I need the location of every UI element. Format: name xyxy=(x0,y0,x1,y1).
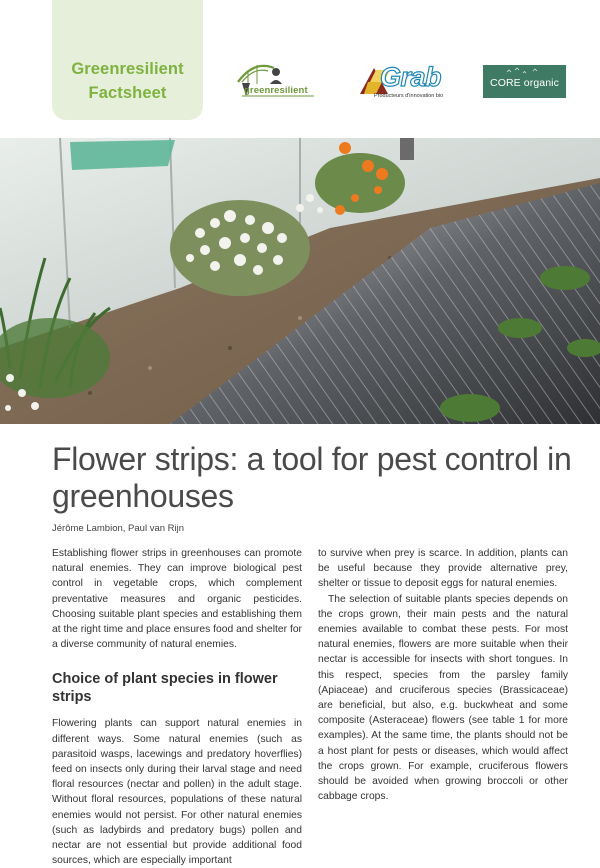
greenresilient-logo xyxy=(232,58,322,100)
grab-logo-subtitle: Producteurs d'innovation bio xyxy=(374,93,444,99)
birds-icon xyxy=(483,65,566,77)
right-column xyxy=(318,546,568,804)
greenhouse-flower-strip-photo-icon xyxy=(0,138,600,424)
article-title: Flower strips: a tool for pest control in greenhouses xyxy=(52,441,572,514)
factsheet-tag xyxy=(52,0,203,120)
core-organic-logo-text: CORE organic xyxy=(490,77,559,89)
left-column xyxy=(52,546,302,868)
grab-logo-word: Grab xyxy=(380,62,442,92)
tag-line-1: Greenresilient xyxy=(71,60,184,78)
intro-paragraph: Establishing flower strips in greenhouses can promote natural enemies. They can improve biological pest control in vegetable crops, which complement preventative measures and organic pesticides. Choosing suitable plant species and establishing them at the right time and place ensures food and shelter for a diverse community of natural enemies. xyxy=(52,548,302,651)
section-heading: Choice of plant species in flower strips xyxy=(52,671,278,706)
hero-photo xyxy=(0,138,600,424)
greenresilient-logo-text: greenresilient xyxy=(244,85,308,96)
section-paragraph-2: The selection of suitable plants species depends on the crops grown, their main pests and the natural enemies available to combat these pests. For most natural enemies, flowers are more suitable when their nectar is accessible for insects with short tongues. In this respect, species from the parsley family (Apiaceae) and cruciferous species (Brassicaceae) are beneficial, but also, e.g. buckwheat and some composite (Asteraceae) flowers (see table 1 for more examples). At the same time, the plants should not be a host plant for pests or diseases, which would affect the crops grown. For example, cruciferous flowers should be avoided when growing broccoli or other cabbage crops. xyxy=(318,593,568,803)
section-paragraph-1-continued: to survive when prey is scarce. In addition, plants can be useful because they provide alternative prey, shelter or tissue to deposit eggs for natural enemies. xyxy=(318,548,568,590)
core-organic-logo xyxy=(483,65,566,98)
section-paragraph-1: Flowering plants can support natural enemies in different ways. Some natural enemies (such as parasitoid wasps, lacewings and predatory hoverflies) feed on insects only during their larval stage and need floral resources (nectar and pollen) in the adult stage. Without floral resources, populations of these natural enemies would not persist. For other natural enemies (such as ladybirds and predatory bugs) pollen and nectar are not essential but provide additional food sources, which are especially important xyxy=(52,718,302,867)
article-authors: Jérôme Lambion, Paul van Rijn xyxy=(52,523,185,534)
grab-logo xyxy=(358,60,444,102)
tag-line-2: Factsheet xyxy=(88,84,167,102)
